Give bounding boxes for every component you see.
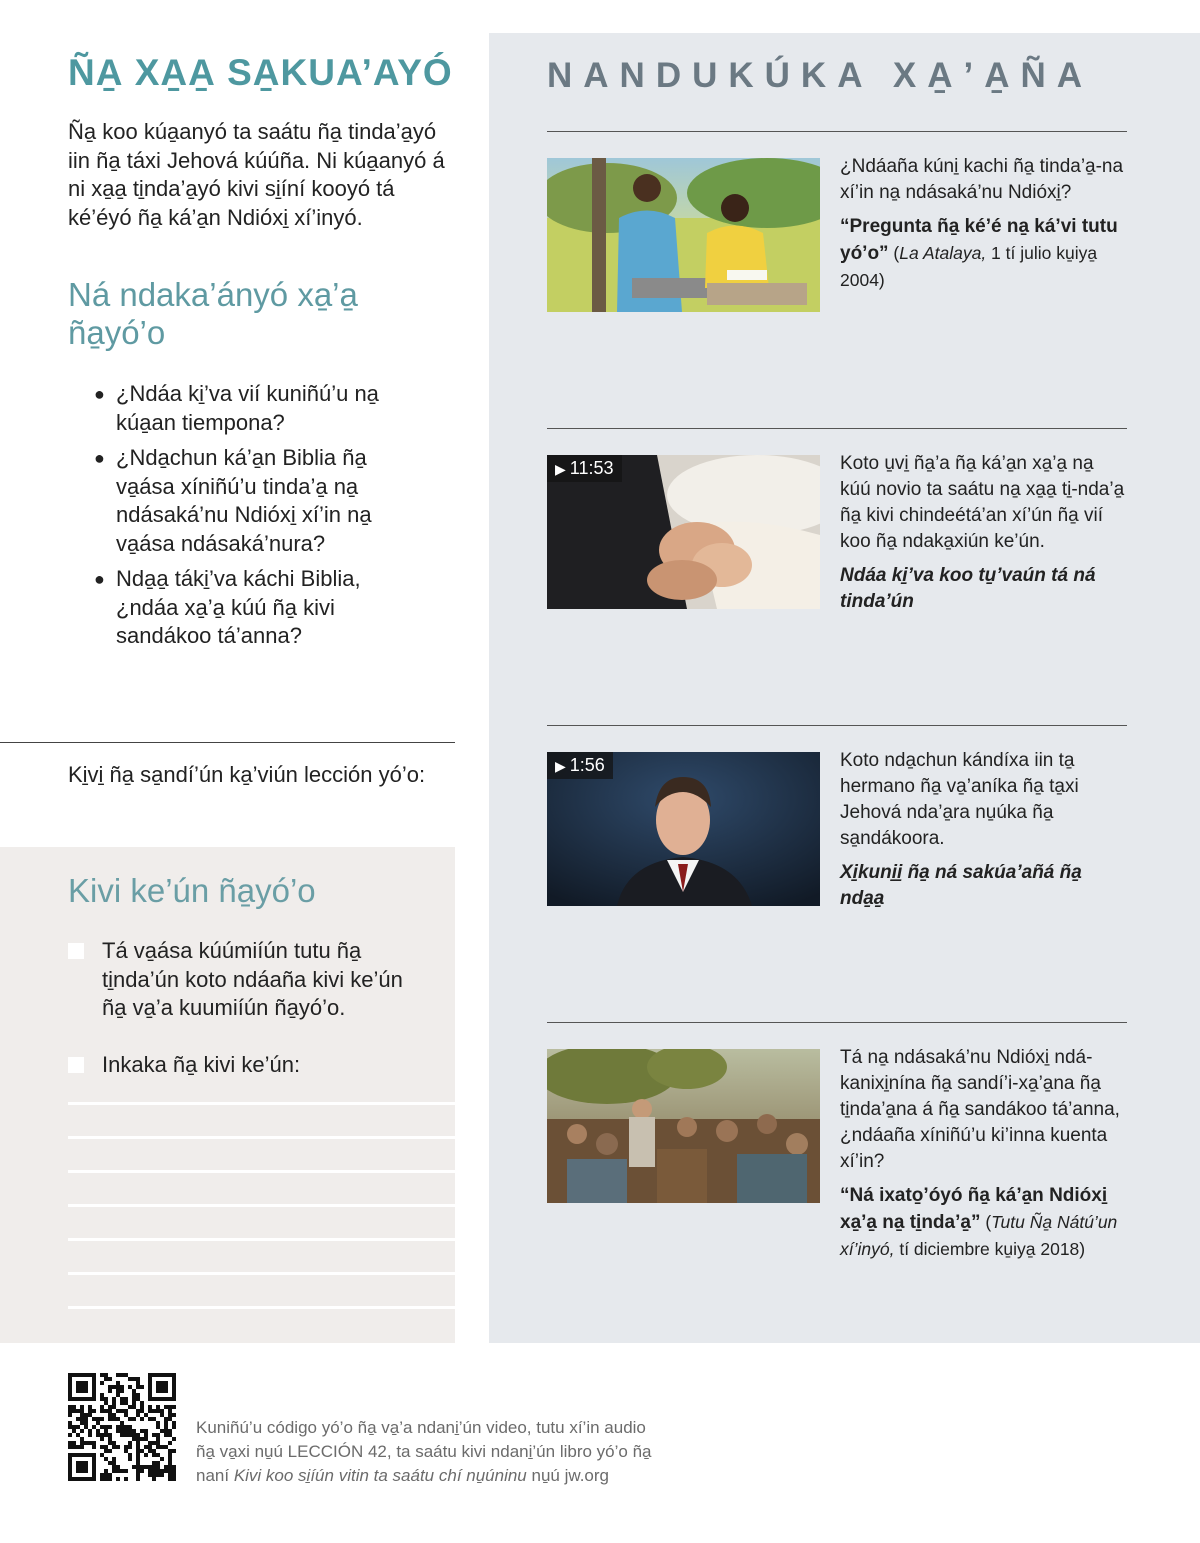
couple-study-image[interactable] (547, 158, 820, 312)
checkbox-icon[interactable] (68, 1057, 84, 1073)
writing-line[interactable] (68, 1136, 455, 1139)
explore-item-text: Koto u̱vi̱ ña̱’a ña̱ ká’a̱n xa̱’a̱ na̱ kúú novio ta saátu na̱ xa̱a̱ ti̱-nda’a̱ ña̱ kivi chindeétá’an xí’ún ña̱ vií koo ña̱ ndaka̱xiún ke’ún. Ndáa ki̱’va koo tu̱’vaún tá ná tinda’ún (840, 451, 1125, 615)
video-title-link[interactable]: Xi̱kuni̱i̱ ña̱ ná sakúa’añá ña̱ nda̱a̱ (840, 862, 1082, 909)
question-list (92, 380, 422, 658)
goal-box (0, 847, 455, 1343)
writing-line[interactable] (68, 1306, 455, 1309)
video-thumbnail[interactable] (547, 455, 820, 609)
goal-box-title: Kivi ke’ún ña̱yó’o (68, 872, 316, 909)
explore-item-text: Koto nda̱chun kándíxa iin ta̱ hermano ña̱ va̱’aníka ña̱ ta̱xi Jehová nda’a̱ra nu̱úka ña̱ sa̱ndákoora. Xi̱kuni̱i̱ ña̱ ná sakúa’añá ña̱ nda̱a̱ (840, 748, 1125, 912)
video-duration: ▶ 11:53 (547, 455, 622, 482)
questions-heading: Ná ndaka’ányó xa̱’a̱ ña̱yó’o (68, 276, 358, 351)
explore-item-text: Tá na̱ ndásaká’nu Ndióxi̱ ndá-kanixi̱nína ña̱ sandí’i-xa̱’a̱na ña̱ ti̱nda’a̱na á ña̱ sandákoo tá’anna, ¿ndáaña xíniñú’u ki’inna kuenta xí’in? “Ná ixato̱’óyó ña̱ ká’a̱n Ndióxi̱ xa̱’a̱ na̱ ti̱nda’a̱” (Tutu Ña̱ Nátú’un xí’inyó, tí diciembre ku̱iya̱ 2018) (840, 1045, 1125, 1263)
explore-item-text: ¿Ndáaña kúni̱ kachi ña̱ tinda’a̱-na xí’in na̱ ndásaká’nu Ndióxi̱? “Pregunta ña̱ ké’é na̱ ká’vi tutu yó’o” (La Atalaya, 1 tí julio ku̱iya̱ 2004) (840, 154, 1125, 294)
divider (547, 428, 1127, 429)
learned-date-line: Ki̱vi̱ ña̱ sa̱ndí’ún ka̱’viún lección yó’o: (68, 762, 426, 787)
bullet-icon: ● (94, 384, 105, 404)
writing-line[interactable] (68, 1170, 455, 1173)
divider (547, 131, 1127, 132)
divider (547, 1022, 1127, 1023)
intro-paragraph: Ña̱ koo kúa̱anyó ta saátu ña̱ tinda’a̱yó iin ña̱ táxi Jehová kúúña. Ni kúa̱anyó á ni xa̱a̱ ti̱nda’a̱yó kivi si̱íní kooyó tá ké’éyó ña̱ ká’a̱n Ndióxi̱ xí’inyó. (68, 119, 445, 230)
jesus-teaching-image[interactable] (547, 1049, 820, 1203)
checkbox-icon[interactable] (68, 943, 84, 959)
list-item: ● ¿Ndáa ki̱’va vií kuniñú’u na̱ kúa̱an tiempona? (94, 381, 379, 435)
bullet-icon: ● (94, 448, 105, 468)
reference-link[interactable]: “Ná ixato̱’óyó ña̱ ká’a̱n Ndióxi̱ xa̱’a̱ na̱ ti̱nda’a̱” (Tutu Ña̱ Nátú’un xí’inyó, tí diciembre ku̱iya̱ 2018) (840, 1185, 1118, 1259)
video-thumbnail[interactable] (547, 752, 820, 906)
goal-checkbox-item[interactable]: Tá va̱ása kúúmiíún tutu ña̱ ti̱nda’ún koto ndáaña kivi ke’ún ña̱ va̱’a kuumiíún ña̱yó’o. (68, 937, 428, 1023)
goal-checkbox-item[interactable]: Inkaka ña̱ kivi ke’ún: (68, 1051, 428, 1080)
video-title-link[interactable]: Ndáa ki̱’va koo tu̱’vaún tá ná tinda’ún (840, 565, 1096, 612)
explore-title: NANDUKÚKA XA̱’A̱ÑA (547, 56, 1094, 95)
reference-link[interactable]: “Pregunta ña̱ ké’é na̱ ká’vi tutu yó’o” (La Atalaya, 1 tí julio ku̱iya̱ 2004) (840, 216, 1118, 290)
play-icon[interactable]: ▶ (555, 758, 566, 774)
list-item: ● ¿Nda̱chun ká’a̱n Biblia ña̱ va̱ása xíniñú’u tinda’a̱ na̱ ndásaká’nu Ndióxi̱ xí’in na̱ va̱ása ndásaká’nura? (94, 445, 372, 556)
divider (0, 742, 455, 743)
video-duration: ▶ 1:56 (547, 752, 613, 779)
play-icon[interactable]: ▶ (555, 461, 566, 477)
divider (547, 725, 1127, 726)
writing-line[interactable] (68, 1238, 455, 1241)
footer-note: Kuniñú’u código yó’o ña̱ va̱’a ndani̱’ún video, tutu xí’in audio ña̱ va̱xi nu̱ú LECCIÓN 42, ta saátu kivi ndani̱’ún libro yó’o ña̱ naní Kivi koo si̱íún vitin ta saátu chí nu̱úninu nu̱ú jw.org (196, 1418, 652, 1485)
writing-line[interactable] (68, 1272, 455, 1275)
section-title: ÑA̱ XA̱A̱ SA̱KUA’AYÓ (68, 52, 453, 93)
writing-line[interactable] (68, 1204, 455, 1207)
qr-code-icon[interactable] (68, 1373, 176, 1481)
bullet-icon: ● (94, 569, 105, 589)
writing-line[interactable] (68, 1102, 455, 1105)
list-item: ● Nda̱a̱ táki̱’va káchi Biblia, ¿ndáa xa̱’a̱ kúú ña̱ kivi sandákoo tá’anna? (94, 566, 361, 648)
